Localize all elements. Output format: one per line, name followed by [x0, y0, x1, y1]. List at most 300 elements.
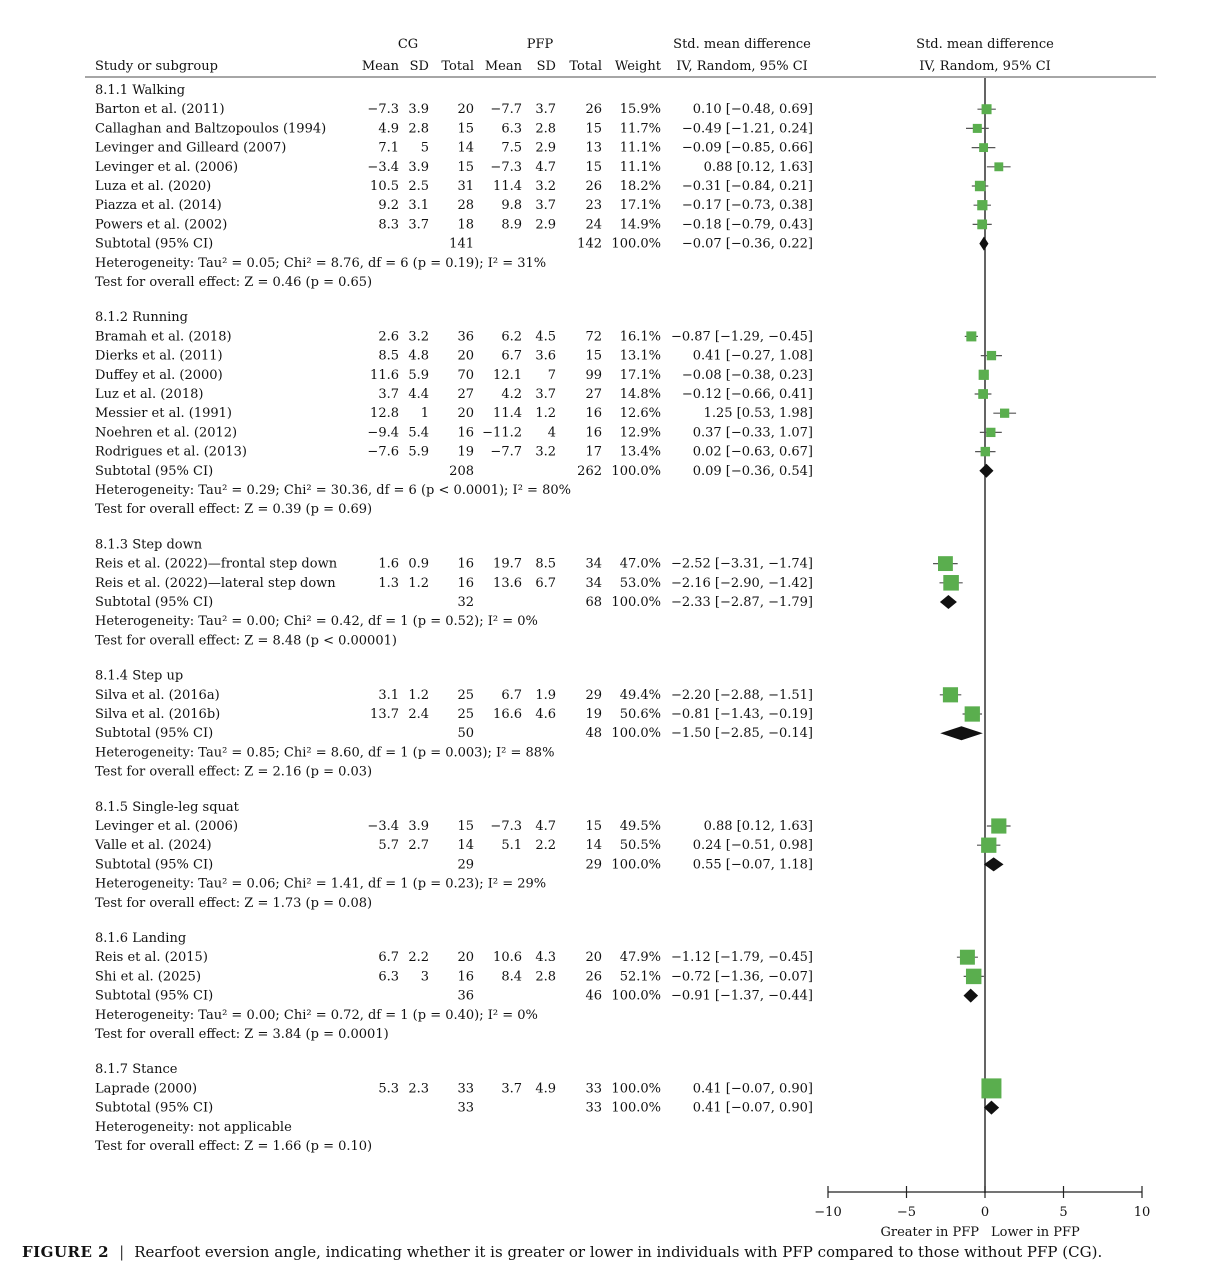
pfp-sd: 3.7 [535, 102, 556, 118]
x-tick-label: −10 [814, 1205, 842, 1220]
study-ci: −1.12 [−1.79, −0.45] [670, 950, 813, 966]
subtotal-label: Subtotal (95% CI) [95, 988, 214, 1004]
study-name: Luz et al. (2018) [95, 387, 204, 402]
study-ci: 0.24 [−0.51, 0.98] [692, 838, 813, 854]
effect-square [943, 687, 958, 702]
cg-mean: 3.1 [378, 687, 399, 703]
cg-mean: 11.6 [370, 367, 399, 383]
cg-sd: 5.9 [408, 444, 429, 460]
header-total-pfp: Total [569, 59, 602, 74]
pfp-mean: 11.4 [493, 179, 522, 194]
cg-total: 16 [457, 556, 474, 572]
header-weight: Weight [614, 59, 661, 74]
subtotal-weight: 100.0% [611, 595, 661, 610]
cg-mean: 6.3 [378, 969, 399, 985]
effect-square [987, 351, 996, 360]
caption-text: Rearfoot eversion angle, indicating whether it is greater or lower in individuals with PFP compared to those without PFP (CG). [134, 1243, 1103, 1261]
study-name: Noehren et al. (2012) [95, 425, 238, 441]
study-ci: 0.88 [0.12, 1.63] [703, 819, 813, 834]
pfp-total: 99 [585, 367, 602, 383]
cg-sd: 2.8 [408, 121, 429, 137]
study-name: Laprade (2000) [95, 1081, 198, 1097]
study-weight: 47.0% [619, 556, 661, 572]
pfp-sd: 4.9 [535, 1081, 556, 1097]
pfp-mean: −7.7 [490, 444, 522, 460]
effect-square [981, 1078, 1001, 1098]
cg-sd: 3.2 [408, 329, 429, 345]
subtotal-weight: 100.0% [611, 1100, 661, 1116]
effect-square [960, 950, 975, 965]
subtotal-weight: 100.0% [611, 236, 661, 252]
pfp-mean: 11.4 [493, 406, 522, 422]
study-ci: −0.87 [−1.29, −0.45] [670, 329, 813, 345]
x-tick-label: 10 [1133, 1205, 1151, 1220]
study-ci: −0.08 [−0.38, 0.23] [681, 367, 813, 383]
cg-total: 20 [457, 406, 474, 422]
subtotal-weight: 100.0% [611, 726, 661, 742]
pfp-total: 15 [585, 348, 602, 364]
subgroup-title: 8.1.3 Step down [95, 537, 203, 553]
header-sd-cg: SD [409, 59, 429, 74]
study-name: Reis et al. (2022)—frontal step down [95, 556, 338, 572]
study-weight: 47.9% [619, 950, 661, 966]
pfp-total: 19 [585, 707, 602, 722]
pfp-mean: −7.3 [490, 159, 522, 175]
study-weight: 49.5% [619, 819, 661, 834]
study-ci: −0.17 [−0.73, 0.38] [681, 198, 813, 214]
pfp-mean: 16.6 [493, 707, 522, 722]
overall-effect-text: Test for overall effect: Z = 1.73 (p = 0.08) [95, 895, 373, 911]
cg-mean: 2.6 [378, 329, 399, 345]
pfp-sd: 3.2 [535, 179, 556, 194]
study-weight: 53.0% [619, 575, 661, 591]
header-effect-title: Std. mean difference [673, 37, 811, 52]
subtotal-ci: 0.09 [−0.36, 0.54] [692, 463, 813, 479]
effect-square [966, 969, 981, 984]
study-ci: 0.02 [−0.63, 0.67] [692, 444, 813, 460]
study-name: Rodrigues et al. (2013) [95, 444, 247, 460]
overall-effect-text: Test for overall effect: Z = 0.46 (p = 0.65) [95, 275, 373, 290]
pfp-mean: 7.5 [501, 140, 522, 156]
cg-mean: −9.4 [367, 425, 399, 441]
subgroup-title: 8.1.1 Walking [95, 83, 186, 98]
cg-sd: 3.9 [408, 819, 429, 834]
cg-total: 14 [457, 838, 474, 854]
study-ci: 0.41 [−0.07, 0.90] [692, 1081, 813, 1097]
effect-square [991, 818, 1006, 833]
effect-square [966, 331, 976, 341]
pooled-diamond [984, 1101, 999, 1115]
cg-sd: 0.9 [408, 556, 429, 572]
cg-mean: −3.4 [367, 819, 399, 834]
study-weight: 50.6% [619, 707, 661, 722]
study-weight: 14.8% [619, 387, 661, 402]
cg-total: 16 [457, 425, 474, 441]
pfp-sd: 3.7 [535, 387, 556, 402]
subtotal-ci: 0.55 [−0.07, 1.18] [692, 857, 813, 873]
cg-mean: 3.7 [378, 387, 399, 402]
study-name: Messier et al. (1991) [95, 406, 232, 422]
pfp-sd: 3.7 [535, 198, 556, 214]
cg-sd: 2.4 [408, 707, 429, 722]
cg-sd: 5.9 [408, 367, 429, 383]
subtotal-pfp-total: 68 [585, 595, 602, 610]
study-ci: 0.88 [0.12, 1.63] [703, 159, 813, 175]
pfp-mean: 19.7 [493, 556, 522, 572]
header-effect-method: IV, Random, 95% CI [676, 59, 808, 74]
cg-mean: 1.6 [378, 556, 399, 572]
study-ci: 0.37 [−0.33, 1.07] [692, 425, 813, 441]
x-tick-label: 5 [1059, 1205, 1068, 1220]
cg-mean: 13.7 [370, 707, 399, 722]
study-name: Piazza et al. (2014) [95, 198, 222, 214]
pfp-sd: 6.7 [535, 575, 556, 591]
pfp-total: 15 [585, 819, 602, 834]
study-weight: 18.2% [619, 179, 661, 194]
effect-square [1000, 409, 1009, 418]
cg-total: 15 [457, 121, 474, 137]
subtotal-cg-total: 208 [449, 463, 474, 479]
cg-mean: −3.4 [367, 159, 399, 175]
cg-total: 16 [457, 575, 474, 591]
effect-square [979, 143, 988, 152]
heterogeneity-text: Heterogeneity: Tau² = 0.85; Chi² = 8.60, df = 1 (p = 0.003); I² = 88% [95, 745, 555, 761]
pfp-sd: 7 [547, 367, 556, 383]
subtotal-pfp-total: 48 [585, 726, 602, 742]
effect-square [973, 124, 982, 133]
pfp-mean: 8.9 [501, 217, 522, 233]
cg-sd: 1.2 [408, 687, 429, 703]
pooled-diamond [979, 237, 988, 251]
effect-square [981, 447, 990, 456]
cg-mean: −7.6 [367, 444, 399, 460]
cg-mean: 10.5 [370, 179, 399, 194]
pfp-sd: 4 [547, 425, 556, 441]
overall-effect-text: Test for overall effect: Z = 2.16 (p = 0.03) [95, 764, 373, 780]
subtotal-weight: 100.0% [611, 857, 661, 873]
pooled-diamond [940, 595, 957, 609]
pfp-mean: 6.3 [501, 121, 522, 137]
subtotal-label: Subtotal (95% CI) [95, 236, 214, 252]
subtotal-pfp-total: 142 [577, 236, 602, 252]
study-ci: −0.18 [−0.79, 0.43] [681, 217, 813, 233]
cg-mean: 8.5 [378, 348, 399, 364]
subgroup-title: 8.1.6 Landing [95, 931, 187, 946]
header-plot-method: IV, Random, 95% CI [919, 59, 1051, 74]
pfp-total: 20 [585, 950, 602, 966]
subtotal-cg-total: 50 [457, 726, 474, 742]
study-ci: 0.10 [−0.48, 0.69] [692, 102, 813, 118]
study-weight: 16.1% [619, 329, 661, 345]
effect-square [938, 556, 953, 571]
cg-sd: 3.7 [408, 217, 429, 233]
pfp-total: 72 [585, 329, 602, 345]
cg-total: 27 [457, 387, 474, 402]
pfp-total: 26 [585, 102, 602, 118]
effect-square [982, 104, 992, 114]
cg-sd: 2.3 [408, 1081, 429, 1097]
effect-square [975, 181, 985, 191]
caption-separator: | [119, 1243, 125, 1261]
pfp-mean: 10.6 [493, 950, 522, 966]
study-weight: 17.1% [619, 367, 661, 383]
subgroup-title: 8.1.4 Step up [95, 668, 184, 684]
pfp-total: 24 [585, 217, 602, 233]
x-tick-label: 0 [980, 1205, 990, 1220]
pfp-mean: 6.2 [501, 329, 522, 345]
pfp-mean: 6.7 [501, 687, 522, 703]
overall-effect-text: Test for overall effect: Z = 1.66 (p = 0.10) [95, 1139, 373, 1154]
cg-mean: 9.2 [378, 198, 399, 214]
effect-square [977, 220, 987, 230]
effect-square [981, 838, 996, 853]
pfp-total: 15 [585, 121, 602, 137]
pooled-diamond [940, 726, 983, 740]
x-label-right: Lower in PFP [991, 1225, 1080, 1240]
study-name: Luza et al. (2020) [95, 179, 212, 194]
effect-square [994, 162, 1003, 171]
subtotal-weight: 100.0% [611, 463, 661, 479]
pfp-mean: 8.4 [501, 969, 522, 985]
heterogeneity-text: Heterogeneity: not applicable [95, 1119, 292, 1135]
pfp-total: 27 [585, 387, 602, 402]
cg-total: 15 [457, 819, 474, 834]
pfp-total: 26 [585, 969, 602, 985]
overall-effect-text: Test for overall effect: Z = 0.39 (p = 0.69) [95, 502, 373, 518]
cg-total: 25 [457, 687, 474, 703]
study-name: Levinger et al. (2006) [95, 159, 239, 175]
pfp-sd: 1.2 [535, 406, 556, 422]
study-weight: 12.9% [619, 425, 661, 441]
effect-square [978, 389, 988, 399]
study-name: Powers et al. (2002) [95, 217, 228, 233]
cg-sd: 2.5 [408, 179, 429, 194]
cg-sd: 4.4 [408, 387, 429, 402]
subgroup-title: 8.1.2 Running [95, 310, 188, 326]
pfp-total: 34 [585, 575, 602, 591]
cg-sd: 3.9 [408, 159, 429, 175]
study-name: Silva et al. (2016b) [95, 707, 221, 722]
cg-sd: 1 [420, 406, 429, 422]
subtotal-cg-total: 32 [457, 595, 474, 610]
pfp-total: 29 [585, 687, 602, 703]
pfp-sd: 4.7 [535, 819, 556, 834]
study-ci: −0.81 [−1.43, −0.19] [670, 707, 813, 722]
study-weight: 11.1% [619, 140, 661, 156]
study-name: Duffey et al. (2000) [95, 367, 223, 383]
cg-mean: 7.1 [378, 140, 399, 156]
subtotal-label: Subtotal (95% CI) [95, 595, 214, 610]
study-ci: 1.25 [0.53, 1.98] [703, 406, 813, 422]
subtotal-label: Subtotal (95% CI) [95, 463, 214, 479]
subtotal-cg-total: 29 [457, 857, 474, 873]
effect-square [986, 428, 995, 437]
pfp-sd: 2.9 [535, 217, 556, 233]
pfp-mean: 13.6 [493, 575, 522, 591]
cg-mean: 6.7 [378, 950, 399, 966]
study-name: Shi et al. (2025) [95, 969, 202, 985]
subgroup-title: 8.1.5 Single-leg squat [95, 799, 239, 815]
study-weight: 49.4% [619, 687, 661, 703]
cg-total: 31 [457, 179, 474, 194]
study-name: Levinger et al. (2006) [95, 819, 239, 834]
pfp-mean: 12.1 [493, 367, 522, 383]
effect-square [979, 370, 989, 380]
figure-caption [22, 1243, 1202, 1261]
header-study: Study or subgroup [95, 59, 218, 74]
subtotal-cg-total: 33 [457, 1100, 474, 1116]
study-weight: 15.9% [619, 102, 661, 118]
overall-effect-text: Test for overall effect: Z = 8.48 (p < 0.00001) [95, 633, 397, 649]
subtotal-pfp-total: 33 [585, 1100, 602, 1116]
pfp-total: 15 [585, 159, 602, 175]
study-weight: 12.6% [619, 406, 661, 422]
study-weight: 17.1% [619, 198, 661, 214]
pfp-total: 23 [585, 198, 602, 214]
subtotal-ci: −1.50 [−2.85, −0.14] [670, 726, 813, 742]
study-ci: −0.49 [−1.21, 0.24] [681, 121, 813, 137]
study-ci: −2.20 [−2.88, −1.51] [670, 687, 813, 703]
cg-sd: 3.9 [408, 102, 429, 118]
subtotal-weight: 100.0% [611, 988, 661, 1004]
cg-total: 28 [457, 198, 474, 214]
pooled-diamond [963, 989, 978, 1003]
pfp-mean: −7.7 [490, 102, 522, 118]
x-label-left: Greater in PFP [880, 1225, 979, 1240]
cg-mean: 5.7 [378, 838, 399, 854]
cg-total: 15 [457, 159, 474, 175]
header-sd-pfp: SD [536, 59, 556, 74]
cg-sd: 2.2 [408, 950, 429, 966]
header-total-cg: Total [441, 59, 474, 74]
pfp-mean: −7.3 [490, 819, 522, 834]
cg-sd: 3 [420, 969, 429, 985]
study-ci: 0.41 [−0.27, 1.08] [692, 348, 813, 364]
subtotal-ci: 0.41 [−0.07, 0.90] [692, 1100, 813, 1116]
pfp-total: 34 [585, 556, 602, 572]
cg-mean: 4.9 [378, 121, 399, 137]
cg-total: 20 [457, 950, 474, 966]
pfp-sd: 4.3 [535, 950, 556, 966]
pfp-mean: 4.2 [501, 387, 522, 402]
cg-total: 19 [457, 444, 474, 460]
study-name: Bramah et al. (2018) [95, 329, 232, 345]
pfp-mean: 5.1 [501, 838, 522, 854]
x-tick-label: −5 [896, 1205, 917, 1220]
cg-mean: 8.3 [378, 217, 399, 233]
heterogeneity-text: Heterogeneity: Tau² = 0.29; Chi² = 30.36, df = 6 (p < 0.0001); I² = 80% [95, 483, 571, 498]
subtotal-pfp-total: 46 [585, 988, 602, 1004]
study-name: Silva et al. (2016a) [95, 687, 220, 703]
subtotal-ci: −0.91 [−1.37, −0.44] [670, 988, 813, 1004]
study-weight: 14.9% [619, 217, 661, 233]
study-name: Callaghan and Baltzopoulos (1994) [95, 121, 327, 137]
study-ci: −0.12 [−0.66, 0.41] [681, 387, 813, 402]
subgroup-title: 8.1.7 Stance [95, 1062, 178, 1078]
pfp-sd: 3.2 [535, 444, 556, 460]
study-name: Reis et al. (2015) [95, 950, 208, 966]
caption-label: FIGURE 2 [22, 1243, 110, 1261]
effect-square [965, 706, 980, 721]
cg-total: 36 [457, 329, 474, 345]
heterogeneity-text: Heterogeneity: Tau² = 0.05; Chi² = 8.76, df = 6 (p = 0.19); I² = 31% [95, 255, 547, 271]
cg-total: 20 [457, 102, 474, 118]
study-weight: 13.4% [619, 444, 661, 460]
subtotal-cg-total: 141 [449, 236, 474, 252]
subtotal-cg-total: 36 [457, 988, 474, 1004]
study-name: Dierks et al. (2011) [95, 348, 223, 364]
heterogeneity-text: Heterogeneity: Tau² = 0.00; Chi² = 0.72, df = 1 (p = 0.40); I² = 0% [95, 1007, 538, 1023]
subtotal-label: Subtotal (95% CI) [95, 857, 214, 873]
study-weight: 13.1% [619, 348, 661, 364]
cg-total: 70 [457, 367, 474, 383]
header-mean-pfp: Mean [484, 59, 522, 74]
pfp-total: 16 [585, 406, 602, 422]
pfp-sd: 2.8 [535, 969, 556, 985]
cg-total: 33 [457, 1081, 474, 1097]
pfp-sd: 4.5 [535, 329, 556, 345]
cg-mean: 12.8 [370, 406, 399, 422]
cg-sd: 5 [420, 140, 429, 156]
pfp-sd: 2.2 [535, 838, 556, 854]
pfp-sd: 3.6 [535, 348, 556, 364]
cg-sd: 4.8 [408, 348, 429, 364]
study-name: Barton et al. (2011) [95, 102, 225, 118]
cg-total: 14 [457, 140, 474, 156]
effect-square [943, 575, 959, 591]
pfp-total: 13 [585, 140, 602, 156]
cg-total: 20 [457, 348, 474, 364]
study-ci: −0.72 [−1.36, −0.07] [670, 969, 813, 985]
cg-sd: 1.2 [408, 575, 429, 591]
header-group-cg: CG [397, 37, 419, 52]
pfp-total: 26 [585, 179, 602, 194]
study-weight: 100.0% [611, 1081, 661, 1097]
header-mean-cg: Mean [361, 59, 399, 74]
pfp-total: 33 [585, 1081, 602, 1097]
subtotal-pfp-total: 29 [585, 857, 602, 873]
cg-total: 25 [457, 707, 474, 722]
study-ci: −0.31 [−0.84, 0.21] [681, 179, 813, 194]
study-name: Levinger and Gilleard (2007) [95, 140, 287, 156]
cg-sd: 2.7 [408, 838, 429, 854]
header-group-pfp: PFP [526, 37, 554, 52]
subtotal-label: Subtotal (95% CI) [95, 1100, 214, 1116]
pfp-sd: 2.9 [535, 140, 556, 156]
pfp-mean: 3.7 [501, 1081, 522, 1097]
study-weight: 52.1% [619, 969, 661, 985]
subtotal-pfp-total: 262 [577, 463, 602, 479]
pfp-total: 14 [585, 838, 602, 854]
pfp-sd: 4.7 [535, 159, 556, 175]
pfp-mean: −11.2 [482, 425, 522, 441]
study-name: Valle et al. (2024) [95, 838, 212, 854]
cg-mean: −7.3 [367, 102, 399, 118]
study-weight: 11.7% [619, 121, 661, 137]
pfp-total: 17 [585, 444, 602, 460]
pfp-total: 16 [585, 425, 602, 441]
overall-effect-text: Test for overall effect: Z = 3.84 (p = 0.0001) [95, 1027, 389, 1042]
pfp-mean: 6.7 [501, 348, 522, 364]
subtotal-ci: −0.07 [−0.36, 0.22] [681, 236, 813, 252]
pooled-diamond [984, 857, 1004, 871]
effect-square [977, 200, 987, 210]
pfp-sd: 1.9 [535, 687, 556, 703]
study-ci: −2.16 [−2.90, −1.42] [670, 575, 813, 591]
pfp-sd: 2.8 [535, 121, 556, 137]
study-name: Reis et al. (2022)—lateral step down [95, 575, 336, 591]
pfp-sd: 4.6 [535, 707, 556, 722]
